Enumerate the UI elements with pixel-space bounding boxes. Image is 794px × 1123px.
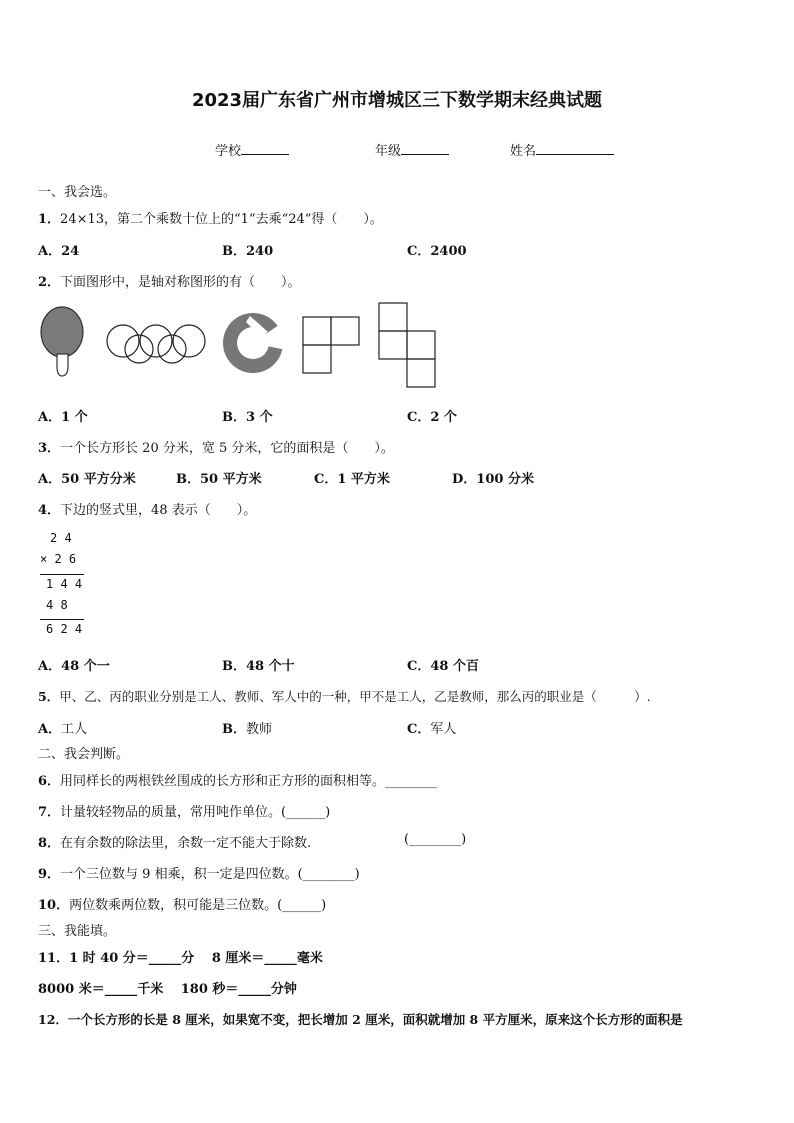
question-text: 下面图形中，是轴对称图形的有（ ）。 [60,275,301,290]
question-5 [38,687,651,705]
vertical-calc-row-2: × 2 6 [40,552,77,566]
ping-pong-paddle-icon [38,306,88,378]
q5-option-c[interactable]: C．军人 [407,722,457,737]
question-10[interactable] [38,894,326,913]
question-number: 7． [38,805,61,820]
question-number: 3． [38,441,61,456]
question-11-line-2[interactable]: 8000 米＝_____千米 180 秒＝_____分钟 [38,982,297,997]
q3-option-a[interactable]: A．50 平方分米 [38,472,136,487]
question-number: 1． [38,212,61,227]
question-text: 计量较轻物品的质量，常用吨作单位。(______) [60,805,331,820]
vertical-calc-row-5: 6 2 4 [46,622,83,636]
question-number: 6． [38,774,61,789]
section-heading-1: 一、我会选。 [38,185,117,200]
section-heading-2: 二、我会判断。 [38,747,130,762]
question-text: 用同样长的两根铁丝围成的长方形和正方形的面积相等。________ [60,774,438,789]
grid-shape-z-icon [378,302,438,390]
question-number: 10． [38,898,70,913]
question-number: 5． [38,689,60,704]
q4-option-b[interactable]: B．48 个十 [222,659,295,674]
question-text: 甲、乙、丙的职业分别是工人、教师、军人中的一种，甲不是工人，乙是教师，那么丙的职业是（ ）. [59,689,651,704]
q1-option-a[interactable]: A．24 [38,244,80,259]
name-field[interactable] [510,140,614,159]
q1-option-b[interactable]: B．240 [222,244,274,259]
q5-option-a[interactable]: A．工人 [38,722,88,737]
q4-option-a[interactable]: A．48 个一 [38,659,110,674]
question-text: 1 时 40 分＝_____分 8 厘米＝_____毫米 [69,951,323,966]
name-label: 姓名 [510,144,537,159]
q8-answer-blank[interactable]: (________) [404,832,467,847]
question-12 [38,1010,683,1028]
q4-option-c[interactable]: C．48 个百 [407,659,479,674]
vertical-calc-row-4: 4 8 [46,598,68,612]
question-number: 4． [38,503,61,518]
bank-logo-icon [220,310,286,376]
vertical-calc-row-3: 1 4 4 [46,577,83,591]
question-text: 24×13，第二个乘数十位上的“1”去乘“24”得（ ）。 [60,212,383,227]
question-text: 一个长方形长 20 分米，宽 5 分米，它的面积是（ ）。 [60,441,394,456]
q3-option-d[interactable]: D．100 分米 [452,472,534,487]
question-3 [38,437,394,456]
school-label: 学校 [215,144,242,159]
question-9[interactable] [38,863,360,882]
vertical-calc-row-1: 2 4 [50,531,72,545]
vertical-calc-line-2 [40,619,84,620]
question-6[interactable] [38,770,437,789]
q2-option-a[interactable]: A．1 个 [38,410,88,425]
olympic-rings-icon [104,323,208,365]
q2-option-b[interactable]: B．3 个 [222,410,273,425]
page-title: 2023届广东省广州市增城区三下数学期末经典试题 [191,90,603,111]
question-11[interactable] [38,947,323,966]
vertical-calc-line-1 [40,574,84,575]
question-number: 12． [38,1012,68,1027]
question-text: 一个长方形的长是 8 厘米，如果宽不变，把长增加 2 厘米，面积就增加 8 平方厘米，原来这个长方形的面积是 [67,1012,683,1027]
question-4 [38,499,256,518]
q2-option-c[interactable]: C．2 个 [407,410,457,425]
question-1 [38,208,383,227]
question-2 [38,271,301,290]
q3-option-c[interactable]: C．1 平方米 [314,472,390,487]
grid-shape-l-icon [302,316,362,376]
q1-option-c[interactable]: C．2400 [407,244,467,259]
q5-option-b[interactable]: B．教师 [222,722,273,737]
grade-label: 年级 [375,144,402,159]
question-number: 2． [38,275,61,290]
question-text: 下边的竖式里，48 表示（ ）。 [60,503,257,518]
question-text: 在有余数的除法里，余数一定不能大于除数. [60,836,312,851]
section-heading-3: 三、我能填。 [38,924,117,939]
question-number: 11． [38,951,70,966]
question-text: 两位数乘两位数，积可能是三位数。(______) [69,898,327,913]
question-number: 8． [38,836,61,851]
school-blank[interactable] [241,141,289,155]
school-field[interactable] [215,140,289,159]
question-7[interactable] [38,801,330,820]
question-number: 9． [38,867,61,882]
name-blank[interactable] [536,141,614,155]
grade-field[interactable] [375,140,449,159]
grade-blank[interactable] [401,141,449,155]
question-text: 一个三位数与 9 相乘，积一定是四位数。(________) [60,867,360,882]
q3-option-b[interactable]: B．50 平方米 [176,472,262,487]
question-8 [38,832,311,851]
